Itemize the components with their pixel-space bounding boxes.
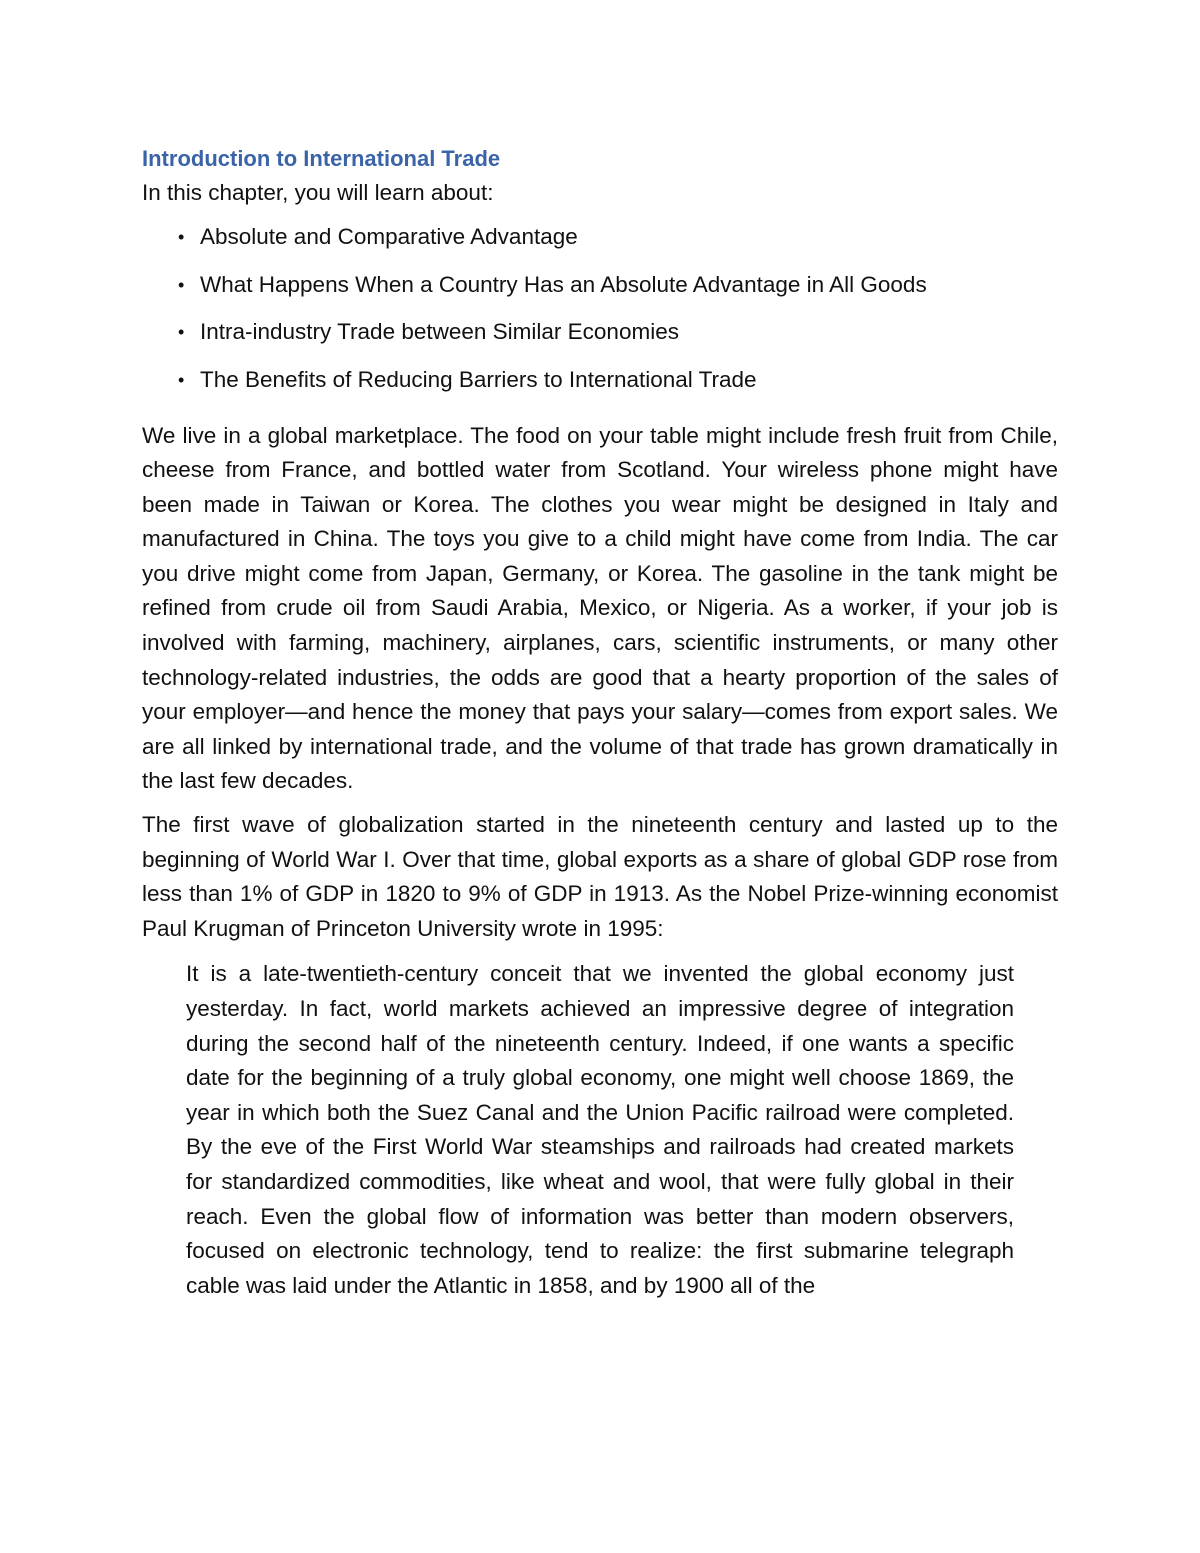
objective-text: What Happens When a Country Has an Absolute Advantage in All Goods	[200, 271, 927, 297]
bullet-icon: •	[178, 369, 185, 390]
body-paragraph-first-wave: The first wave of globalization started in the nineteenth century and lasted up to the beginning of World War I. Over that time, global exports as a share of global GDP rose from less than 1% of GDP in 1820 to 9% of GDP in 1913. As the Nobel Prize-winning economist Paul Krugman of Princeton University wrote in 1995:	[142, 812, 1058, 941]
bullet-icon: •	[178, 322, 185, 342]
learning-objectives-list	[142, 220, 1058, 397]
objective-text: The Benefits of Reducing Barriers to International Trade	[200, 366, 757, 392]
objective-text: Intra-industry Trade between Similar Economies	[200, 319, 679, 344]
chapter-title: Introduction to International Trade	[142, 146, 501, 171]
chapter-intro: In this chapter, you will learn about:	[142, 180, 494, 205]
bullet-icon: •	[178, 227, 185, 247]
list-item	[142, 268, 1058, 302]
list-item	[142, 363, 1058, 397]
bullet-icon: •	[178, 274, 185, 295]
objective-text: Absolute and Comparative Advantage	[200, 224, 578, 249]
list-item	[142, 220, 1058, 254]
document-page	[142, 142, 1058, 1303]
body-paragraph-global-marketplace: We live in a global marketplace. The food on your table might include fresh fruit from Chile, cheese from France, and bottled water from Scotland. Your wireless phone might have been made in Taiwan or Korea. The clothes you wear might be designed in Italy and manufactured in China. The toys you give to a child might have come from India. The car you drive might come from Japan, Germany, or Korea. The gasoline in the tank might be refined from crude oil from Saudi Arabia, Mexico, or Nigeria. As a worker, if your job is involved with farming, machinery, airplanes, cars, scientific instruments, or many other technology-related industries, the odds are good that a hearty proportion of the sales of your employer—and hence the money that pays your salary—comes from export sales. We are all linked by international trade, and the volume of that trade has grown dramatically in the last few decades.	[142, 422, 1058, 794]
block-quote-krugman: It is a late-twentieth-century conceit that we invented the global economy just yesterday. In fact, world markets achieved an impressive degree of integration during the second half of the nineteenth century. Indeed, if one wants a specific date for the beginning of a truly global economy, one might well choose 1869, the year in which both the Suez Canal and the Union Pacific railroad were completed. By the eve of the First World War steamships and railroads had created markets for standardized commodities, like wheat and wool, that were fully global in their reach. Even the global flow of information was better than modern observers, focused on electronic technology, tend to realize: the first submarine telegraph cable was laid under the Atlantic in 1858, and by 1900 all of the	[186, 961, 1014, 1298]
list-item	[142, 315, 1058, 349]
